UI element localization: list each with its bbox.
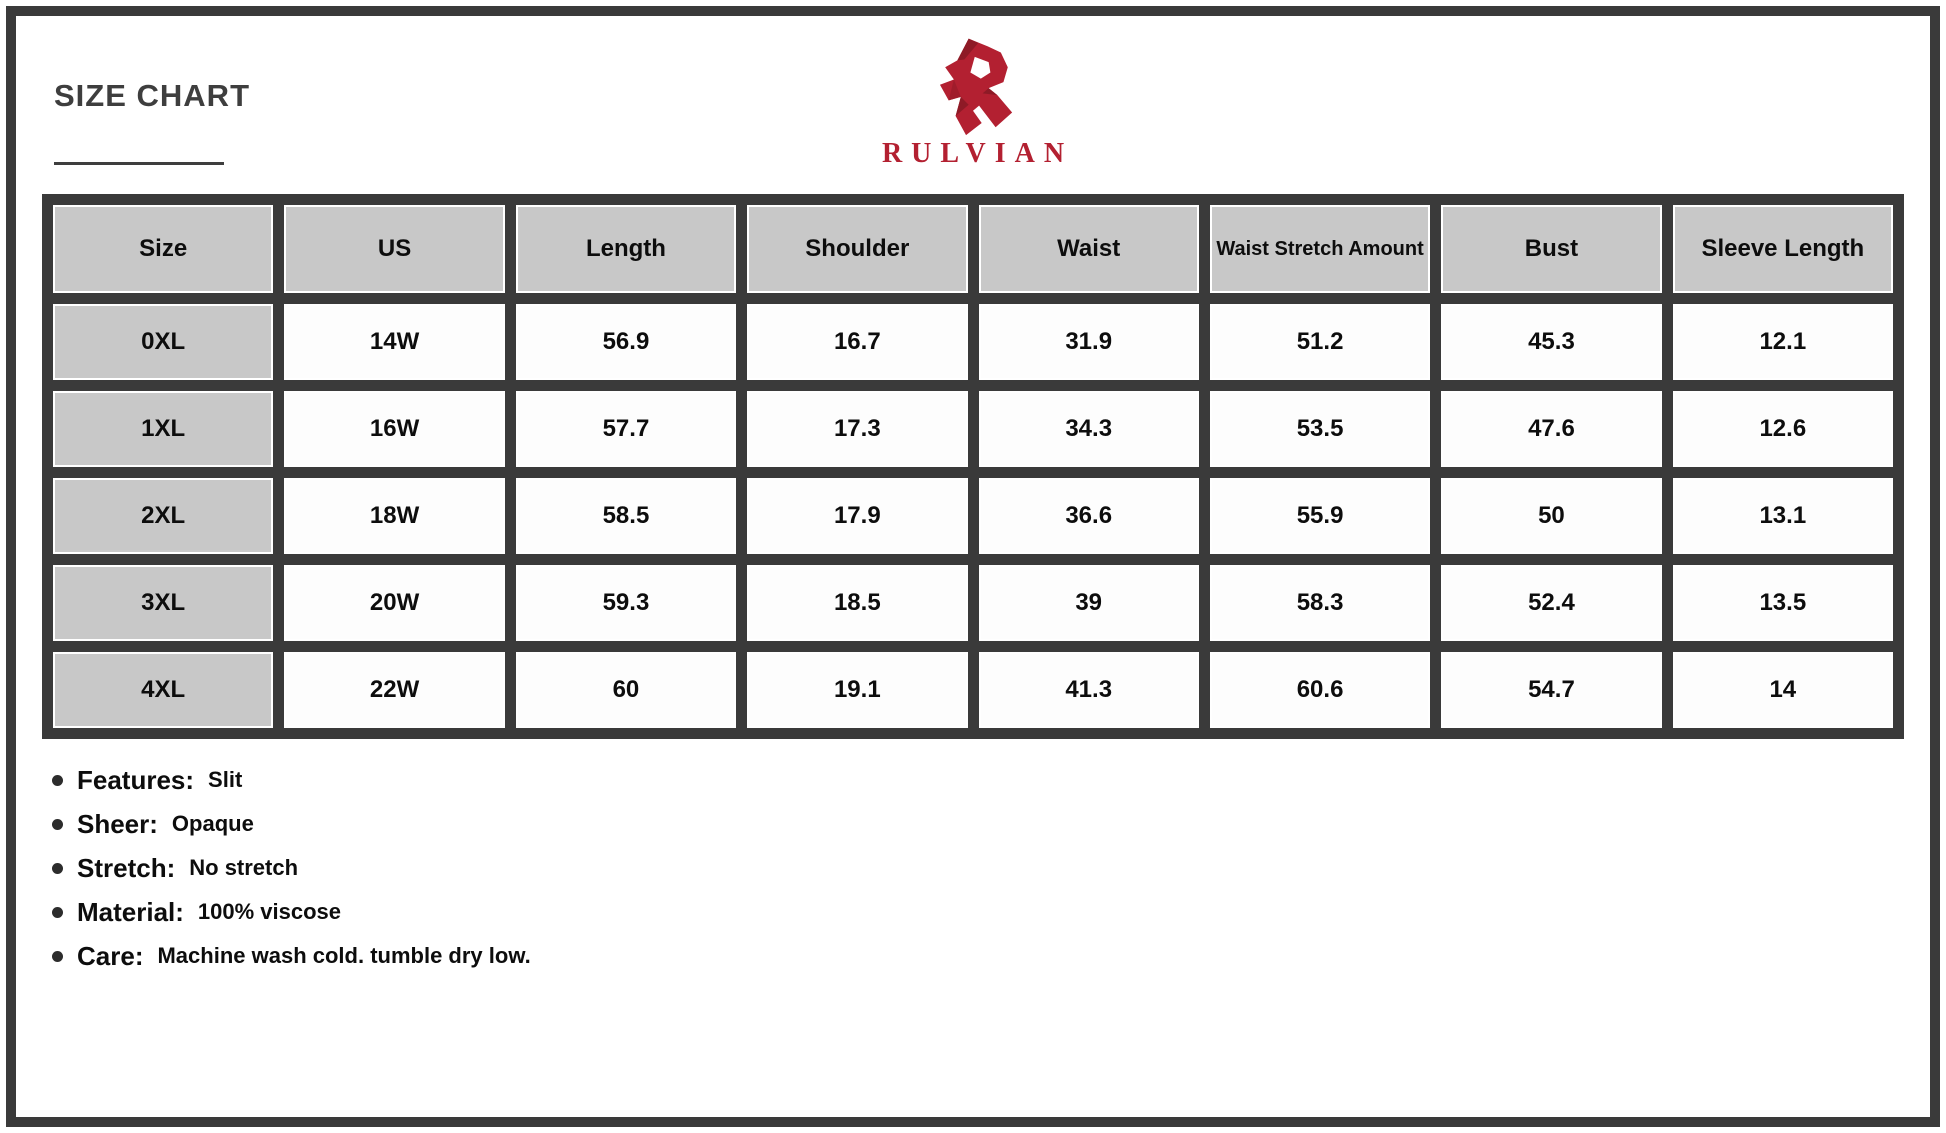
value-cell: 60 xyxy=(516,652,736,728)
table-row-0xl xyxy=(53,304,1893,380)
value-cell: 52.4 xyxy=(1441,565,1661,641)
size-cell: 2XL xyxy=(53,478,273,554)
detail-item-material xyxy=(52,890,531,934)
detail-label: Care: xyxy=(77,940,144,971)
value-cell: 41.3 xyxy=(979,652,1199,728)
bullet-icon xyxy=(52,863,63,874)
value-cell: 58.3 xyxy=(1210,565,1430,641)
detail-value: 100% viscose xyxy=(197,899,342,924)
header-row xyxy=(53,205,1893,293)
brand-name: RULVIAN xyxy=(881,138,1074,169)
brand-logo-icon xyxy=(929,36,1017,136)
page-title: SIZE CHART xyxy=(54,78,250,113)
value-cell: 51.2 xyxy=(1210,304,1430,380)
value-cell: 53.5 xyxy=(1210,391,1430,467)
size-table xyxy=(42,194,1904,739)
value-cell: 36.6 xyxy=(979,478,1199,554)
col-header-shoulder: Shoulder xyxy=(747,205,967,293)
table-row-1xl xyxy=(53,391,1893,467)
size-cell: 3XL xyxy=(53,565,273,641)
table-row-4xl xyxy=(53,652,1893,728)
detail-label: Features: xyxy=(77,764,195,795)
value-cell: 19.1 xyxy=(747,652,967,728)
detail-value: Slit xyxy=(208,767,243,792)
value-cell: 12.1 xyxy=(1673,304,1893,380)
value-cell: 16W xyxy=(284,391,504,467)
value-cell: 56.9 xyxy=(516,304,736,380)
col-header-waist: Waist xyxy=(979,205,1199,293)
value-cell: 54.7 xyxy=(1441,652,1661,728)
value-cell: 17.3 xyxy=(747,391,967,467)
value-cell: 20W xyxy=(284,565,504,641)
bullet-icon xyxy=(52,819,63,830)
value-cell: 45.3 xyxy=(1441,304,1661,380)
value-cell: 13.1 xyxy=(1673,478,1893,554)
value-cell: 14 xyxy=(1673,652,1893,728)
value-cell: 58.5 xyxy=(516,478,736,554)
value-cell: 17.9 xyxy=(747,478,967,554)
size-table-header xyxy=(53,205,1893,293)
value-cell: 34.3 xyxy=(979,391,1199,467)
value-cell: 14W xyxy=(284,304,504,380)
value-cell: 57.7 xyxy=(516,391,736,467)
detail-value: Opaque xyxy=(171,811,254,836)
col-header-us: US xyxy=(284,205,504,293)
value-cell: 60.6 xyxy=(1210,652,1430,728)
product-details-list xyxy=(52,758,531,978)
detail-item-stretch xyxy=(52,846,531,890)
detail-label: Stretch: xyxy=(77,852,176,883)
detail-item-sheer xyxy=(52,802,531,846)
col-header-bust: Bust xyxy=(1441,205,1661,293)
size-cell: 0XL xyxy=(53,304,273,380)
detail-item-features xyxy=(52,758,531,802)
size-cell: 4XL xyxy=(53,652,273,728)
brand-block xyxy=(16,36,1930,170)
detail-label: Sheer: xyxy=(77,808,158,839)
col-header-length: Length xyxy=(516,205,736,293)
bullet-icon xyxy=(52,775,63,786)
col-header-waist-stretch: Waist Stretch Amount xyxy=(1210,205,1430,293)
outer-frame xyxy=(6,6,1940,1127)
detail-item-care xyxy=(52,934,531,978)
col-header-size: Size xyxy=(53,205,273,293)
value-cell: 13.5 xyxy=(1673,565,1893,641)
size-cell: 1XL xyxy=(53,391,273,467)
value-cell: 22W xyxy=(284,652,504,728)
detail-value: No stretch xyxy=(189,855,299,880)
value-cell: 31.9 xyxy=(979,304,1199,380)
size-table-body xyxy=(53,304,1893,728)
table-row-3xl xyxy=(53,565,1893,641)
value-cell: 50 xyxy=(1441,478,1661,554)
value-cell: 16.7 xyxy=(747,304,967,380)
value-cell: 47.6 xyxy=(1441,391,1661,467)
bullet-icon xyxy=(52,907,63,918)
value-cell: 55.9 xyxy=(1210,478,1430,554)
bullet-icon xyxy=(52,951,63,962)
value-cell: 12.6 xyxy=(1673,391,1893,467)
value-cell: 59.3 xyxy=(516,565,736,641)
col-header-sleeve-length: Sleeve Length xyxy=(1673,205,1893,293)
value-cell: 18W xyxy=(284,478,504,554)
table-row-2xl xyxy=(53,478,1893,554)
value-cell: 18.5 xyxy=(747,565,967,641)
detail-value: Machine wash cold. tumble dry low. xyxy=(157,943,531,968)
value-cell: 39 xyxy=(979,565,1199,641)
detail-label: Material: xyxy=(77,896,184,927)
